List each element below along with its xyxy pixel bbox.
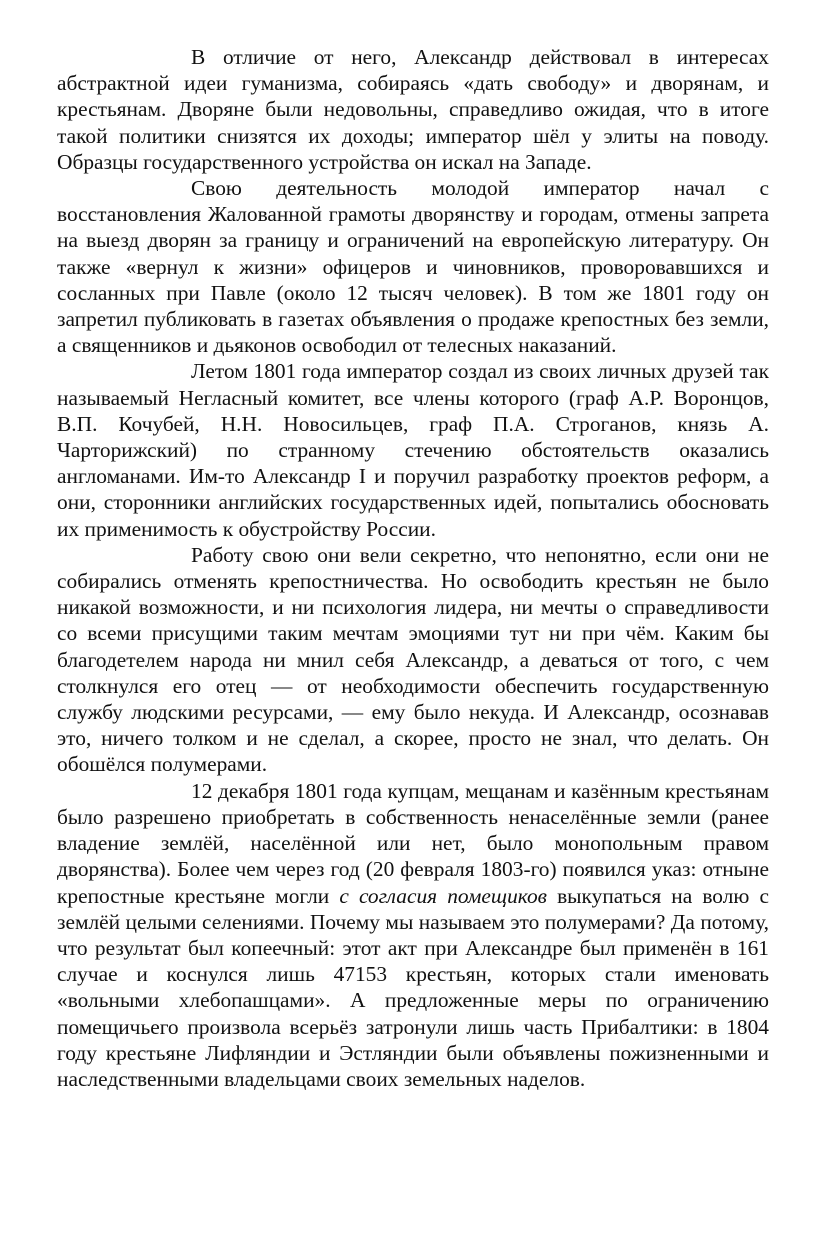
paragraph-4: Работу свою они вели секретно, что непонятно, если они не собирались отменять крепостничества. Но освободить крестьян не было никакой возможности, и ни психология лидера, ни мечты о справедливости со всеми присущими таким мечтам эмоциями тут ни при чём. Каким бы благодетелем народа ни мнил себя Александр, а деваться от того, с чем столкнулся его отец — от необходимости обеспечить государственную службу людскими ресурсами, — ему было некуда. И Александр, осознавав это, ничего толком и не сделал, а скорее, просто не знал, что делать. Он обошёлся полумерами. — [57, 542, 769, 777]
document-page — [57, 44, 769, 1092]
paragraph-1: В отличие от него, Александр действовал в интересах абстрактной идеи гуманизма, собираясь «дать свободу» и дворянам, и крестьянам. Дворяне были недовольны, справедливо ожидая, что в итоге такой политики снизятся их доходы; император шёл у элиты на поводу. Образцы государственного устройства он искал на Западе. — [57, 45, 769, 174]
paragraph-2: Свою деятельность молодой император начал с восстановления Жалованной грамоты дворянству и городам, отмены запрета на выезд дворян за границу и ограничений на европейскую литературу. Он также «вернул к жизни» офицеров и чиновников, проворовавшихся и сосланных при Павле (около 12 тысяч человек). В том же 1801 году он запретил публиковать в газетах объявления о продаже крепостных без земли, а священников и дьяконов освободил от телесных наказаний. — [57, 176, 769, 358]
paragraph-5-text-after: выкупаться на волю с землёй целыми селениями. Почему мы называем это полумерами? Да потому, что результат был копеечный: этот акт при Александре был применён в 161 случае и коснулся лишь 47153 крестьян, которых стали именовать «вольными хлебопашцами». А предложенные меры по ограничению помещичьего произвола всерьёз затронули лишь часть Прибалтики: в 1804 году крестьяне Лифляндии и Эстляндии были объявлены пожизненными и наследственными владельцами своих земельных наделов. — [57, 883, 769, 1091]
paragraph-3: Летом 1801 года император создал из своих личных друзей так называемый Негласный комитет, все члены которого (граф А.Р. Воронцов, В.П. Кочубей, Н.Н. Новосильцев, граф П.А. Строганов, князь А. Чарторижский) по странному стечению обстоятельств оказались англоманами. Им-то Александр I и поручил разработку проектов реформ, а они, сторонники английских государственных идей, попытались обосновать их применимость к обустройству России. — [57, 359, 769, 541]
paragraph-5-text-before: 12 декабря 1801 года купцам, мещанам и казённым крестьянам было разрешено приобретать в собственность ненаселённые земли (ранее владение землёй, населённой или нет, было монопольным правом дворянства). Более чем через год (20 февраля 1803-го) появился указ: отныне крепостные крестьяне могли — [57, 778, 769, 908]
paragraph-5-emphasis: с согласия помещиков — [339, 883, 547, 908]
paragraph-5 — [57, 778, 769, 1092]
